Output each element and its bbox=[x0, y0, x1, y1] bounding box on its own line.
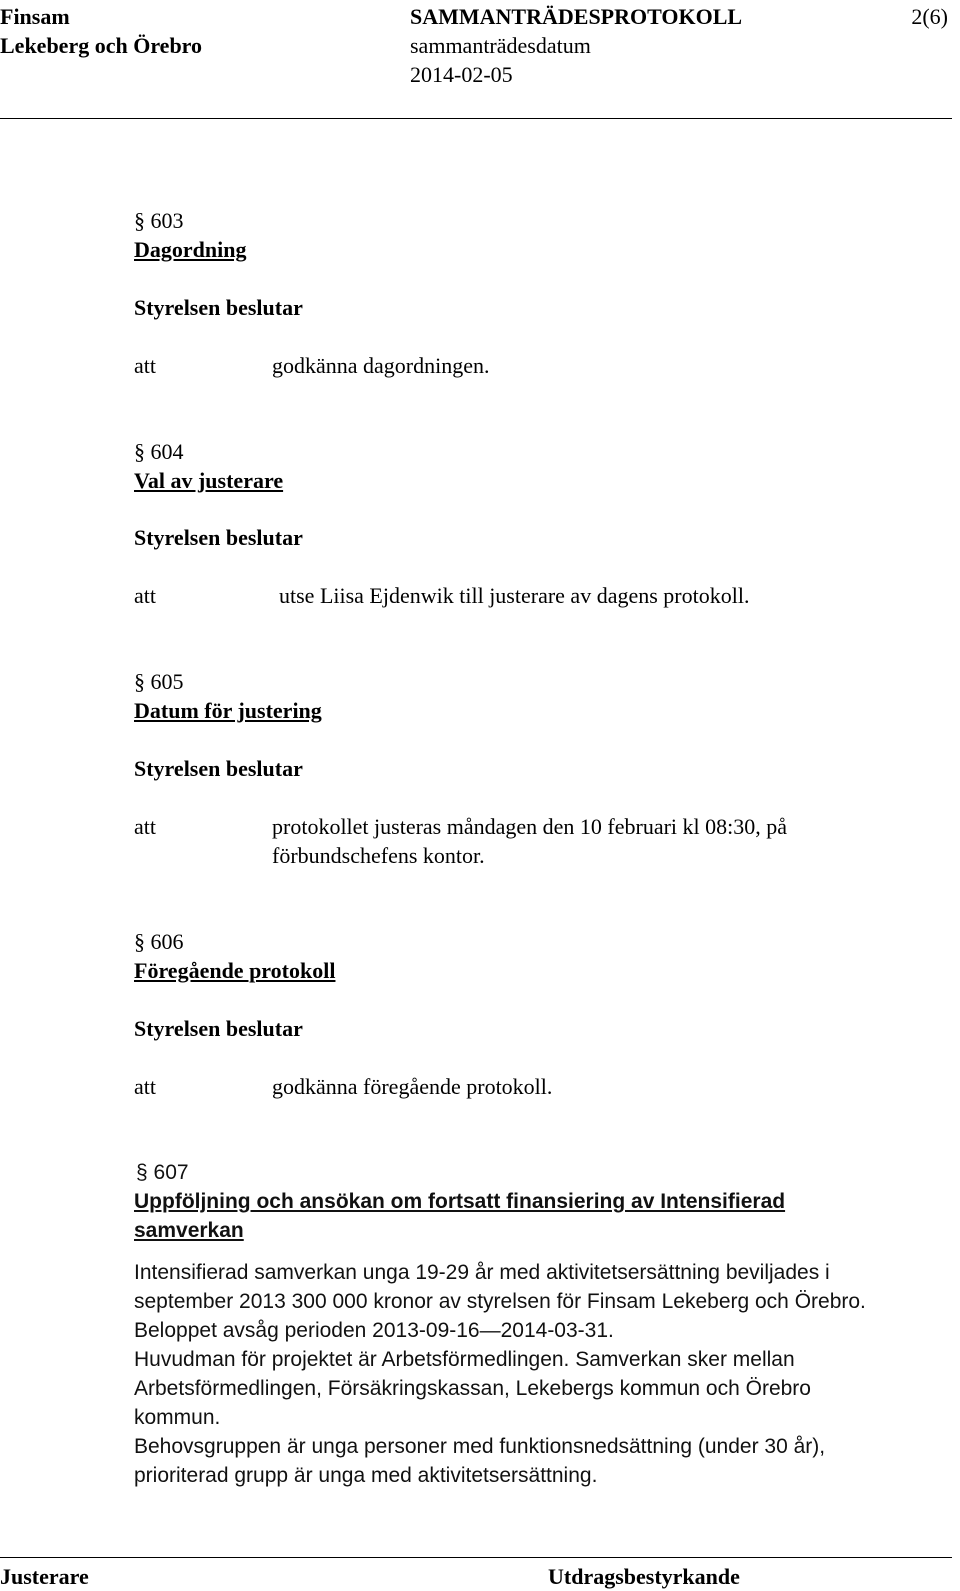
decision-text: godkänna dagordningen. bbox=[272, 353, 490, 378]
body-line: prioriterad grupp är unga med aktivitetsersättning. bbox=[134, 1464, 598, 1487]
section-title: Dagordning bbox=[134, 237, 247, 262]
att-label: att bbox=[134, 814, 156, 839]
body-line: Intensifierad samverkan unga 19-29 år med aktivitetsersättning beviljades i bbox=[134, 1261, 830, 1284]
body-line: Beloppet avsåg perioden 2013-09-16—2014-03-31. bbox=[134, 1319, 614, 1342]
section-title: Datum för justering bbox=[134, 698, 322, 723]
att-label: att bbox=[134, 583, 156, 608]
body-line: september 2013 300 000 kronor av styrelsen för Finsam Lekeberg och Örebro. bbox=[134, 1290, 866, 1313]
att-label: att bbox=[134, 353, 156, 378]
section-title: Föregående protokoll bbox=[134, 958, 336, 983]
decision-heading: Styrelsen beslutar bbox=[134, 525, 303, 550]
section-title-line: Uppföljning och ansökan om fortsatt finansiering av Intensifierad bbox=[134, 1190, 786, 1213]
section-number: § 607 bbox=[136, 1161, 189, 1184]
footer-utdragsbestyrkande: Utdragsbestyrkande bbox=[548, 1564, 740, 1589]
decision-text-line: förbundschefens kontor. bbox=[272, 843, 485, 868]
section-title-line: samverkan bbox=[134, 1219, 244, 1242]
body-line: kommun. bbox=[134, 1406, 221, 1429]
footer-justerare: Justerare bbox=[0, 1564, 89, 1589]
meeting-date: 2014-02-05 bbox=[410, 62, 513, 87]
decision-heading: Styrelsen beslutar bbox=[134, 1016, 303, 1041]
org-name: Finsam bbox=[0, 4, 70, 29]
decision-heading: Styrelsen beslutar bbox=[134, 295, 303, 320]
date-label: sammanträdesdatum bbox=[410, 33, 591, 58]
body-line: Arbetsförmedlingen, Försäkringskassan, Lekebergs kommun och Örebro bbox=[134, 1377, 811, 1400]
section-title: Val av justerare bbox=[134, 468, 284, 493]
section-number: § 605 bbox=[134, 669, 184, 694]
header-divider bbox=[0, 118, 952, 119]
body-line: Huvudman för projektet är Arbetsförmedlingen. Samverkan sker mellan bbox=[134, 1348, 795, 1371]
body-line: Behovsgruppen är unga personer med funktionsnedsättning (under 30 år), bbox=[134, 1435, 826, 1458]
page-number: 2(6) bbox=[911, 4, 948, 29]
att-label: att bbox=[134, 1074, 156, 1099]
document-type: SAMMANTRÄDESPROTOKOLL bbox=[410, 4, 743, 29]
decision-text: utse Liisa Ejdenwik till justerare av dagens protokoll. bbox=[279, 583, 750, 608]
decision-text-line: protokollet justeras måndagen den 10 februari kl 08:30, på bbox=[272, 814, 788, 839]
section-number: § 603 bbox=[134, 208, 184, 233]
org-subname: Lekeberg och Örebro bbox=[0, 33, 203, 58]
section-number: § 606 bbox=[134, 929, 184, 954]
section-number: § 604 bbox=[134, 439, 184, 464]
footer-divider bbox=[0, 1557, 952, 1558]
decision-text: godkänna föregående protokoll. bbox=[272, 1074, 553, 1099]
decision-heading: Styrelsen beslutar bbox=[134, 756, 303, 781]
